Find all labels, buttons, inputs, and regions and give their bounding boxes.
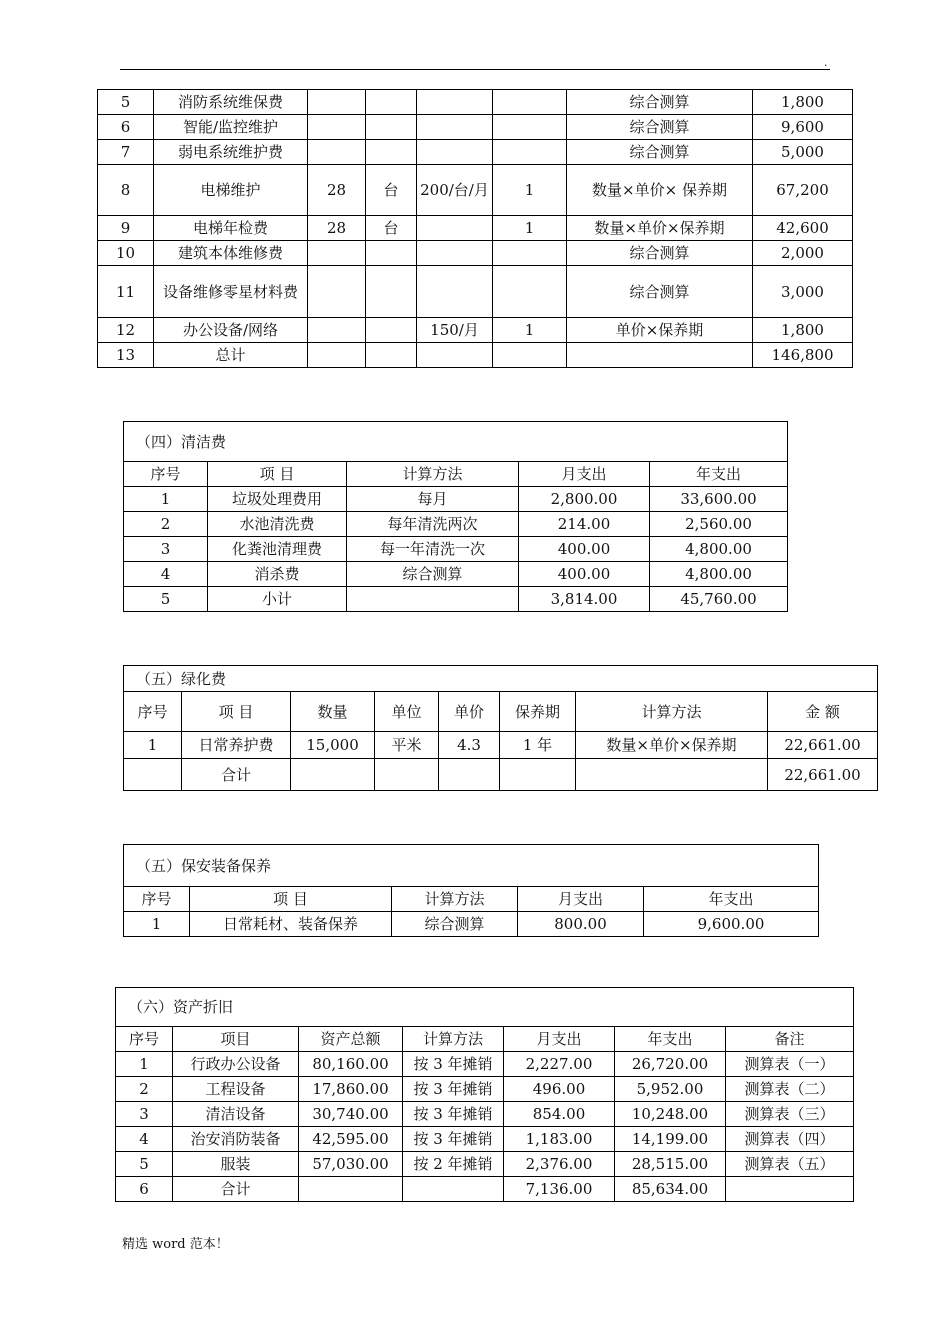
- cleaning-fee-rows: [124, 487, 788, 612]
- table-cell: 67,200: [753, 165, 853, 216]
- table-cell: 45,760.00: [650, 587, 788, 612]
- table-cell: [403, 1177, 504, 1202]
- table-cell: [366, 90, 417, 115]
- table-cell: 22,661.00: [768, 759, 878, 791]
- table-cell: 综合测算: [567, 241, 753, 266]
- table-cell: 测算表（一）: [726, 1052, 854, 1077]
- maintenance-fee-table: [97, 89, 853, 368]
- table-cell: 4: [124, 562, 208, 587]
- table-row: [98, 115, 853, 140]
- table-cell: [417, 140, 493, 165]
- table-row: [116, 1102, 854, 1127]
- table-row: [116, 1177, 854, 1202]
- table-cell: [726, 1177, 854, 1202]
- table-cell: [308, 266, 366, 318]
- table-cell: 11: [98, 266, 154, 318]
- table-cell: 15,000: [291, 732, 375, 759]
- table-row: [116, 1152, 854, 1177]
- table-cell: 4,800.00: [650, 562, 788, 587]
- table-cell: 9: [98, 216, 154, 241]
- table-cell: [417, 266, 493, 318]
- table-cell: 30,740.00: [299, 1102, 403, 1127]
- table-cell: [576, 759, 768, 791]
- table-cell: 台: [366, 165, 417, 216]
- table-cell: 电梯维护: [154, 165, 308, 216]
- table-cell: 综合测算: [392, 912, 518, 937]
- table-cell: 2,376.00: [504, 1152, 615, 1177]
- table-cell: 电梯年检费: [154, 216, 308, 241]
- table-cell: 2,000: [753, 241, 853, 266]
- table-row: [124, 487, 788, 512]
- table-cell: 10: [98, 241, 154, 266]
- table-row: [98, 216, 853, 241]
- table-cell: 1: [493, 216, 567, 241]
- table-cell: [493, 115, 567, 140]
- table-cell: 测算表（四）: [726, 1127, 854, 1152]
- table-cell: 9,600: [753, 115, 853, 140]
- table-cell: 12: [98, 318, 154, 343]
- depreciation-caption: （六）资产折旧: [116, 988, 854, 1027]
- cleaning-fee-caption: （四）清洁费: [124, 422, 788, 462]
- table-cell: 办公设备/网络: [154, 318, 308, 343]
- table-cell: 5: [124, 587, 208, 612]
- table-cell: 854.00: [504, 1102, 615, 1127]
- table-row: [98, 241, 853, 266]
- table-cell: 按 3 年摊销: [403, 1127, 504, 1152]
- table-cell: 5,000: [753, 140, 853, 165]
- table-cell: 小计: [208, 587, 347, 612]
- table-cell: 按 2 年摊销: [403, 1152, 504, 1177]
- table-cell: 57,030.00: [299, 1152, 403, 1177]
- depreciation-header: 序号 项目 资产总额 计算方法 月支出 年支出 备注: [116, 1027, 854, 1052]
- table-cell: 每月: [347, 487, 519, 512]
- table-cell: [366, 241, 417, 266]
- table-cell: 6: [116, 1177, 173, 1202]
- table-cell: [308, 140, 366, 165]
- table-cell: 150/月: [417, 318, 493, 343]
- table-cell: [366, 318, 417, 343]
- depreciation-table: [115, 987, 854, 1202]
- table-cell: 总计: [154, 343, 308, 368]
- table-cell: [308, 241, 366, 266]
- greening-fee-rows: [124, 732, 878, 791]
- table-cell: 496.00: [504, 1077, 615, 1102]
- table-cell: [417, 216, 493, 241]
- table-cell: 日常养护费: [182, 732, 291, 759]
- greening-fee-caption: （五）绿化费: [124, 666, 878, 692]
- table-cell: 测算表（二）: [726, 1077, 854, 1102]
- table-row: [98, 90, 853, 115]
- table-cell: 3,814.00: [519, 587, 650, 612]
- table-cell: 2,800.00: [519, 487, 650, 512]
- table-row: [116, 1052, 854, 1077]
- table-row: [98, 343, 853, 368]
- table-cell: 28: [308, 216, 366, 241]
- table-cell: 5,952.00: [615, 1077, 726, 1102]
- table-cell: 33,600.00: [650, 487, 788, 512]
- table-cell: [347, 587, 519, 612]
- table-cell: 数量×单价×保养期: [567, 216, 753, 241]
- table-cell: [299, 1177, 403, 1202]
- table-row: [98, 140, 853, 165]
- table-cell: 17,860.00: [299, 1077, 403, 1102]
- table-cell: 测算表（五）: [726, 1152, 854, 1177]
- table-row: [124, 537, 788, 562]
- table-cell: 146,800: [753, 343, 853, 368]
- table-cell: 2,560.00: [650, 512, 788, 537]
- table-row: [124, 759, 878, 791]
- table-cell: 综合测算: [567, 115, 753, 140]
- table-cell: [417, 90, 493, 115]
- table-cell: 消杀费: [208, 562, 347, 587]
- maintenance-fee-rows: [98, 90, 853, 368]
- table-cell: 8: [98, 165, 154, 216]
- table-cell: [493, 343, 567, 368]
- table-cell: 行政办公设备: [173, 1052, 299, 1077]
- table-cell: 弱电系统维护费: [154, 140, 308, 165]
- table-cell: [366, 115, 417, 140]
- table-cell: [124, 759, 182, 791]
- table-cell: [366, 266, 417, 318]
- table-cell: 建筑本体维修费: [154, 241, 308, 266]
- security-equipment-header: 序号 项 目 计算方法 月支出 年支出: [124, 887, 819, 912]
- table-cell: 1,800: [753, 90, 853, 115]
- table-cell: 4.3: [439, 732, 500, 759]
- table-cell: 10,248.00: [615, 1102, 726, 1127]
- table-cell: 3,000: [753, 266, 853, 318]
- table-cell: 4,800.00: [650, 537, 788, 562]
- table-cell: 22,661.00: [768, 732, 878, 759]
- table-cell: [308, 343, 366, 368]
- table-cell: 垃圾处理费用: [208, 487, 347, 512]
- table-cell: 综合测算: [567, 90, 753, 115]
- table-cell: 化粪池清理费: [208, 537, 347, 562]
- footer-text: 精选 word 范本！: [122, 1237, 229, 1252]
- table-cell: [493, 266, 567, 318]
- table-cell: 台: [366, 216, 417, 241]
- table-cell: [375, 759, 439, 791]
- table-row: [124, 562, 788, 587]
- table-cell: 80,160.00: [299, 1052, 403, 1077]
- table-cell: 平米: [375, 732, 439, 759]
- table-cell: [500, 759, 576, 791]
- header-rule: [120, 69, 830, 70]
- table-row: [124, 512, 788, 537]
- table-cell: 1: [116, 1052, 173, 1077]
- table-cell: 设备维修零星材料费: [154, 266, 308, 318]
- table-cell: 3: [116, 1102, 173, 1127]
- table-cell: 214.00: [519, 512, 650, 537]
- table-cell: 1,183.00: [504, 1127, 615, 1152]
- table-cell: 200/台/月: [417, 165, 493, 216]
- table-cell: 5: [116, 1152, 173, 1177]
- table-cell: [366, 343, 417, 368]
- table-cell: 42,595.00: [299, 1127, 403, 1152]
- table-cell: 1: [124, 487, 208, 512]
- table-cell: 14,199.00: [615, 1127, 726, 1152]
- table-cell: 7: [98, 140, 154, 165]
- table-cell: 400.00: [519, 537, 650, 562]
- table-cell: 消防系统维保费: [154, 90, 308, 115]
- table-cell: 综合测算: [347, 562, 519, 587]
- greening-fee-table: [123, 665, 878, 791]
- table-cell: 按 3 年摊销: [403, 1102, 504, 1127]
- greening-fee-header: 序号 项 目 数量 单位 单价 保养期 计算方法 金 额: [124, 692, 878, 732]
- table-cell: 28,515.00: [615, 1152, 726, 1177]
- table-cell: 综合测算: [567, 140, 753, 165]
- table-row: [124, 732, 878, 759]
- table-cell: 数量×单价× 保养期: [567, 165, 753, 216]
- table-cell: [417, 115, 493, 140]
- table-cell: [493, 90, 567, 115]
- table-cell: [439, 759, 500, 791]
- table-cell: 日常耗材、装备保养: [190, 912, 392, 937]
- table-cell: [308, 115, 366, 140]
- table-cell: 服装: [173, 1152, 299, 1177]
- table-row: [124, 587, 788, 612]
- table-cell: [493, 140, 567, 165]
- table-cell: 1: [124, 912, 190, 937]
- table-cell: 800.00: [518, 912, 644, 937]
- table-cell: 3: [124, 537, 208, 562]
- table-cell: 按 3 年摊销: [403, 1052, 504, 1077]
- table-cell: 工程设备: [173, 1077, 299, 1102]
- table-row: [98, 318, 853, 343]
- table-cell: 单价×保养期: [567, 318, 753, 343]
- table-cell: 1 年: [500, 732, 576, 759]
- security-equipment-caption: （五）保安装备保养: [124, 845, 819, 887]
- table-cell: 1,800: [753, 318, 853, 343]
- table-cell: 测算表（三）: [726, 1102, 854, 1127]
- table-cell: 1: [124, 732, 182, 759]
- table-cell: [417, 343, 493, 368]
- table-cell: 每年清洗两次: [347, 512, 519, 537]
- table-cell: 综合测算: [567, 266, 753, 318]
- table-row: [124, 912, 819, 937]
- table-cell: [417, 241, 493, 266]
- table-cell: 合计: [182, 759, 291, 791]
- cleaning-fee-table: [123, 421, 788, 612]
- table-cell: [567, 343, 753, 368]
- table-cell: 26,720.00: [615, 1052, 726, 1077]
- table-cell: 28: [308, 165, 366, 216]
- table-row: [116, 1077, 854, 1102]
- table-cell: 6: [98, 115, 154, 140]
- table-row: [116, 1127, 854, 1152]
- table-cell: 按 3 年摊销: [403, 1077, 504, 1102]
- table-cell: 治安消防装备: [173, 1127, 299, 1152]
- table-cell: 每一年清洗一次: [347, 537, 519, 562]
- table-cell: 13: [98, 343, 154, 368]
- table-cell: 42,600: [753, 216, 853, 241]
- table-row: [98, 165, 853, 216]
- table-cell: 4: [116, 1127, 173, 1152]
- table-row: [98, 266, 853, 318]
- table-cell: 1: [493, 165, 567, 216]
- depreciation-rows: [116, 1052, 854, 1202]
- table-cell: 智能/监控维护: [154, 115, 308, 140]
- table-cell: 水池清洗费: [208, 512, 347, 537]
- table-cell: [308, 318, 366, 343]
- table-cell: 2: [116, 1077, 173, 1102]
- table-cell: 2: [124, 512, 208, 537]
- table-cell: 400.00: [519, 562, 650, 587]
- table-cell: 7,136.00: [504, 1177, 615, 1202]
- table-cell: 合计: [173, 1177, 299, 1202]
- table-cell: [493, 241, 567, 266]
- header-dot: .: [824, 56, 828, 69]
- cleaning-fee-header: 序号 项 目 计算方法 月支出 年支出: [124, 462, 788, 487]
- table-cell: 1: [493, 318, 567, 343]
- table-cell: 9,600.00: [644, 912, 819, 937]
- table-cell: 2,227.00: [504, 1052, 615, 1077]
- table-cell: 数量×单价×保养期: [576, 732, 768, 759]
- security-equipment-table: [123, 844, 819, 937]
- table-cell: [366, 140, 417, 165]
- table-cell: [291, 759, 375, 791]
- table-cell: [308, 90, 366, 115]
- table-cell: 85,634.00: [615, 1177, 726, 1202]
- table-cell: 5: [98, 90, 154, 115]
- table-cell: 清洁设备: [173, 1102, 299, 1127]
- security-equipment-rows: [124, 912, 819, 937]
